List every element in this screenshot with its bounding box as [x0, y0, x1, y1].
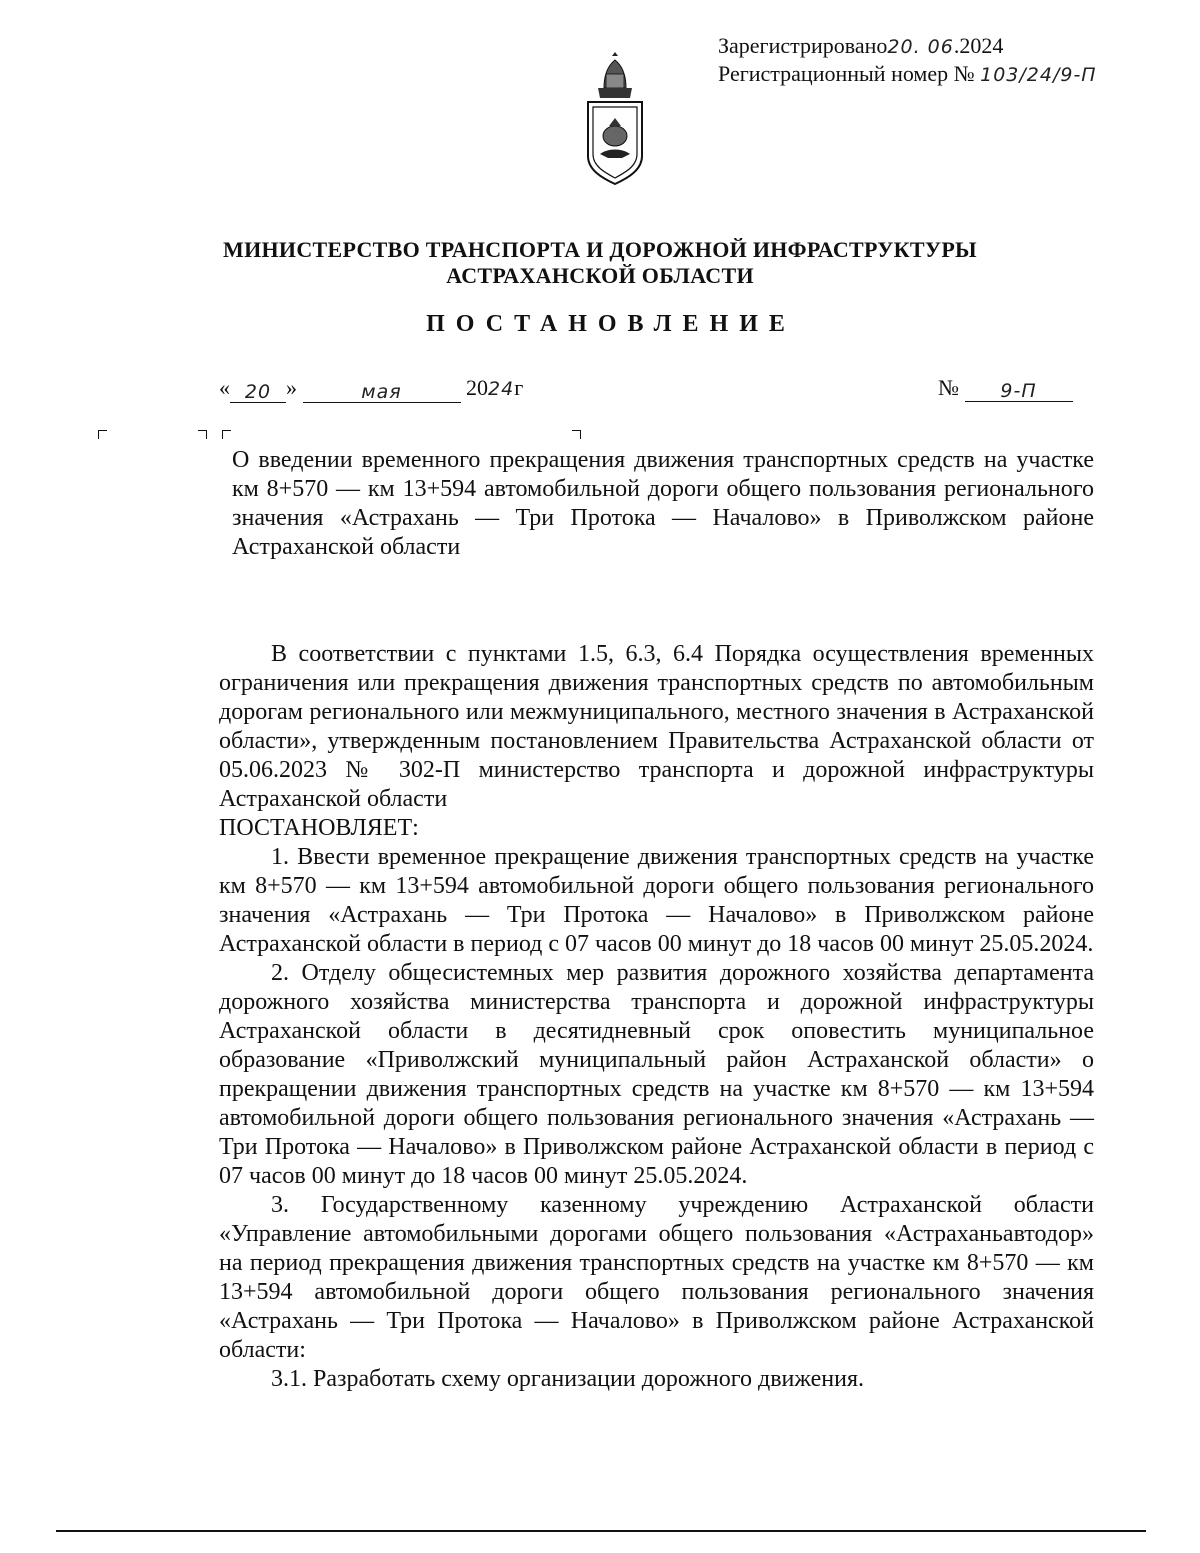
ministry-name-line1: МИНИСТЕРСТВО ТРАНСПОРТА И ДОРОЖНОЙ ИНФРАСТРУКТУРЫ [223, 237, 977, 262]
decree-date [219, 374, 523, 403]
corner-mark-subject-right [572, 430, 581, 439]
number-sign: № [938, 375, 959, 400]
corner-mark-subject-left [222, 430, 231, 439]
ministry-name-line2: АСТРАХАНСКОЙ ОБЛАСТИ [446, 263, 754, 288]
date-day-handwritten: 20 [230, 378, 286, 403]
item-2-paragraph: 2. Отделу общесистемных мер развития дорожного хозяйства департамента дорожного хозяйства министерства транспорта и дорожной инфраструктуры Астраханской области в десятидневный срок оповестить муниципальное образование «Приволжский муниципальный район Астраханской области» о прекращении движения транспортных средств на участке км 8+570 — км 13+594 автомобильной дороги общего пользования регионального значения «Астрахань — Три Протока — Началово» в Приволжском районе Астраханской области в период с 07 часов 00 минут до 18 часов 00 минут 25.05.2024. [219, 960, 1094, 1189]
registration-date-line [718, 32, 1003, 61]
registered-year: .2024 [953, 33, 1004, 58]
preamble-paragraph: В соответствии с пунктами 1.5, 6.3, 6.4 Порядка осуществления временных ограничения или прекращения движения транспортных средств по автомобильным дорогам регионального или межмуниципального, местного значения в Астраханской области», утвержденным постановлением Правительства Астраханской области от 05.06.2023 № 302-П министерство транспорта и дорожной инфраструктуры Астраханской области [219, 641, 1094, 812]
registration-number-handwritten: 103/24/9-П [980, 64, 1097, 86]
item-3-1-paragraph: 3.1. Разработать схему организации дорожного движения. [271, 1366, 865, 1392]
registration-number-line [718, 60, 1097, 89]
decree-subject: О введении временного прекращения движения транспортных средств на участке км 8+570 — км 13+594 автомобильной дороги общего пользования регионального значения «Астрахань — Три Протока — Началово» в Приволжском районе Астраханской области [232, 447, 1094, 560]
decree-title: ПОСТАНОВЛЕНИЕ [426, 311, 796, 337]
corner-mark-top-left [98, 430, 107, 439]
date-close-quote: » [286, 375, 297, 400]
coat-of-arms-emblem [582, 52, 648, 188]
registered-label: Зарегистрировано [718, 33, 888, 58]
bottom-divider [56, 1530, 1146, 1532]
date-year-handwritten: 24 [488, 378, 515, 400]
item-1-paragraph: 1. Ввести временное прекращение движения транспортных средств на участке км 8+570 — км 13+594 автомобильной дороги общего пользования регионального значения «Астрахань — Три Протока — Началово» в Приволжском районе Астраханской области в период с 07 часов 00 минут до 18 часов 00 минут 25.05.2024. [219, 844, 1094, 957]
date-month-handwritten: мая [303, 378, 461, 403]
decree-number [938, 374, 1073, 402]
item-3-paragraph: 3. Государственному казенному учреждению Астраханской области «Управление автомобильными дорогами общего пользования «Астраханьавтодор» на период прекращения движения транспортных средств на участке км 8+570 — км 13+594 автомобильной дороги общего пользования регионального значения «Астрахань — Три Протока — Началово» в Приволжском районе Астраханской области: [219, 1192, 1094, 1363]
registration-number-label: Регистрационный номер № [718, 61, 975, 86]
registered-date-handwritten: 20. 06 [887, 36, 954, 58]
decree-number-handwritten: 9-П [965, 377, 1073, 402]
decree-body [219, 640, 1094, 1394]
resolves-heading: ПОСТАНОВЛЯЕТ: [219, 815, 419, 841]
date-open-quote: « [219, 375, 230, 400]
date-year-prefix: 20 [466, 375, 488, 400]
date-year-suffix: г [514, 375, 524, 400]
corner-mark-top-right [198, 430, 207, 439]
